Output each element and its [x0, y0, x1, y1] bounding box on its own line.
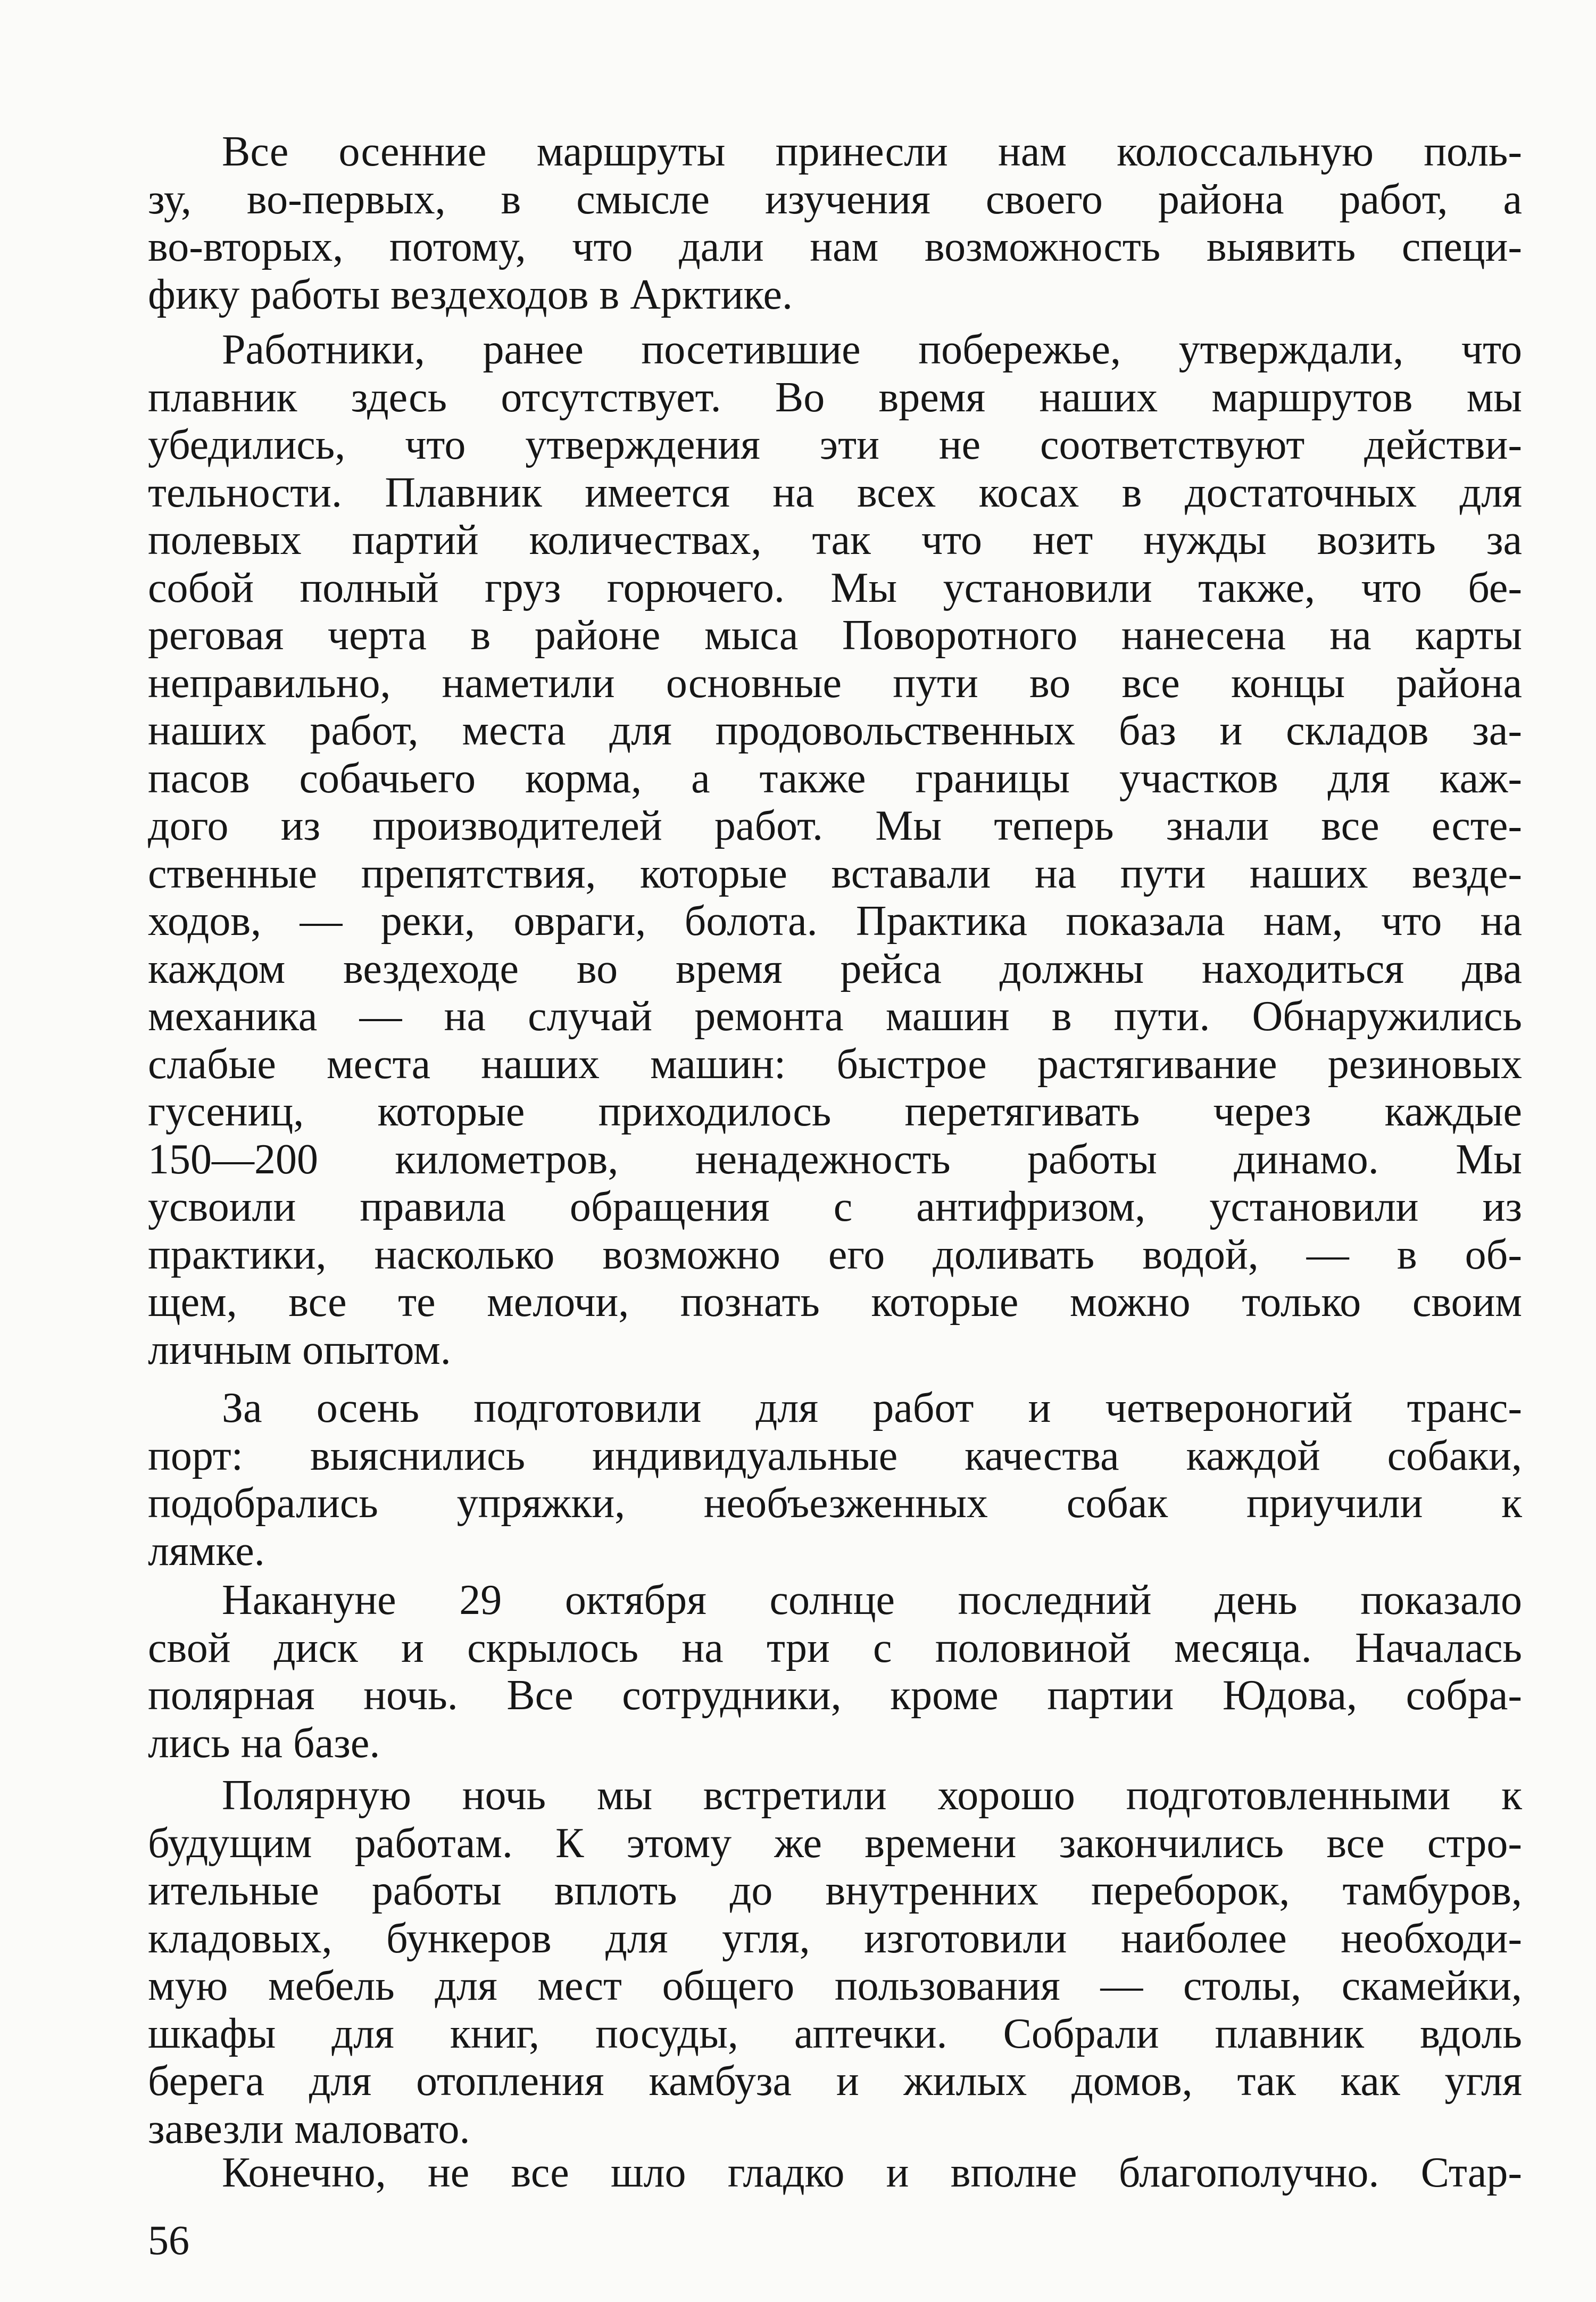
text-line: лись на базе.	[148, 1719, 380, 1767]
text-line: Накануне 29 октября солнце последний день показало	[222, 1577, 1522, 1624]
text-line: практики, насколько возможно его доливать водой, — в об-	[148, 1231, 1522, 1278]
text-line: ительные работы вплоть до внутренних переборок, тамбуров,	[148, 1867, 1522, 1914]
text-line: убедились, что утверждения эти не соответствуют действи-	[148, 421, 1522, 468]
text-line: шкафы для книг, посуды, аптечки. Собрали плавник вдоль	[148, 2010, 1522, 2057]
paragraph-3	[148, 1385, 1522, 1575]
text-line: берега для отопления камбуза и жилых домов, так как угля	[148, 2058, 1522, 2105]
paragraph-4	[148, 1577, 1522, 1767]
text-line: завезли маловато.	[148, 2105, 470, 2152]
text-line: собой полный груз горючего. Мы установили также, что бе-	[148, 564, 1522, 611]
text-line: неправильно, наметили основные пути во все концы района	[148, 659, 1522, 707]
text-line: тельности. Плавник имеется на всех косах в достаточных для	[148, 469, 1522, 516]
text-line: усвоили правила обращения с антифризом, установили из	[148, 1183, 1522, 1230]
text-line: порт: выяснились индивидуальные качества каждой собаки,	[148, 1432, 1522, 1479]
paragraph-6	[148, 2149, 1522, 2197]
text-line: мую мебель для мест общего пользования — столы, скамейки,	[148, 1963, 1522, 2009]
text-line: пасов собачьего корма, а также границы участков для каж-	[148, 755, 1522, 802]
text-line: ходов, — реки, овраги, болота. Практика показала нам, что на	[148, 898, 1522, 945]
text-line: полярная ночь. Все сотрудники, кроме партии Юдова, собра-	[148, 1672, 1522, 1719]
text-line: кладовых, бункеров для угля, изготовили наиболее необходи-	[148, 1915, 1522, 1962]
text-line: щем, все те мелочи, познать которые можно только своим	[148, 1279, 1522, 1326]
text-line: каждом вездеходе во время рейса должны находиться два	[148, 945, 1522, 992]
text-line: фику работы вездеходов в Арктике.	[148, 271, 793, 318]
text-line: свой диск и скрылось на три с половиной месяца. Началась	[148, 1624, 1522, 1671]
text-line: реговая черта в районе мыса Поворотного нанесена на карты	[148, 612, 1522, 659]
text-line: во-вторых, потому, что дали нам возможность выявить специ-	[148, 223, 1522, 270]
text-line: лямке.	[148, 1527, 265, 1575]
text-line: гусениц, которые приходилось перетягивать через каждые	[148, 1088, 1522, 1135]
paragraph-5	[148, 1772, 1522, 2153]
text-line: Конечно, не все шло гладко и вполне благополучно. Стар-	[222, 2149, 1522, 2196]
text-line: дого из производителей работ. Мы теперь знали все есте-	[148, 802, 1522, 849]
text-line: слабые места наших машин: быстрое растягивание резиновых	[148, 1040, 1522, 1088]
text-line: Полярную ночь мы встретили хорошо подготовленными к	[222, 1772, 1522, 1819]
text-line: наших работ, места для продовольственных баз и складов за-	[148, 707, 1522, 754]
text-line: зу, во-первых, в смысле изучения своего района работ, а	[148, 176, 1522, 223]
text-line: будущим работам. К этому же времени закончились все стро-	[148, 1819, 1522, 1867]
text-line: 150—200 километров, ненадежность работы динамо. Мы	[148, 1136, 1522, 1183]
paragraph-2	[148, 326, 1522, 1374]
text-line: механика — на случай ремонта машин в пути. Обнаружились	[148, 993, 1522, 1040]
text-line: личным опытом.	[148, 1326, 451, 1373]
text-line: подобрались упряжки, необъезженных собак приучили к	[148, 1480, 1522, 1527]
text-line: За осень подготовили для работ и четвероногий транс-	[222, 1385, 1522, 1431]
text-line: полевых партий количествах, так что нет нужды возить за	[148, 517, 1522, 564]
text-line: плавник здесь отсутствует. Во время наших маршрутов мы	[148, 374, 1522, 421]
text-line: Все осенние маршруты принесли нам колоссальную поль-	[222, 128, 1522, 175]
page-number: 56	[148, 2217, 189, 2263]
text-line: Работники, ранее посетившие побережье, утверждали, что	[222, 326, 1522, 373]
text-line: ственные препятствия, которые вставали на пути наших везде-	[148, 850, 1522, 897]
paragraph-1	[148, 128, 1522, 319]
